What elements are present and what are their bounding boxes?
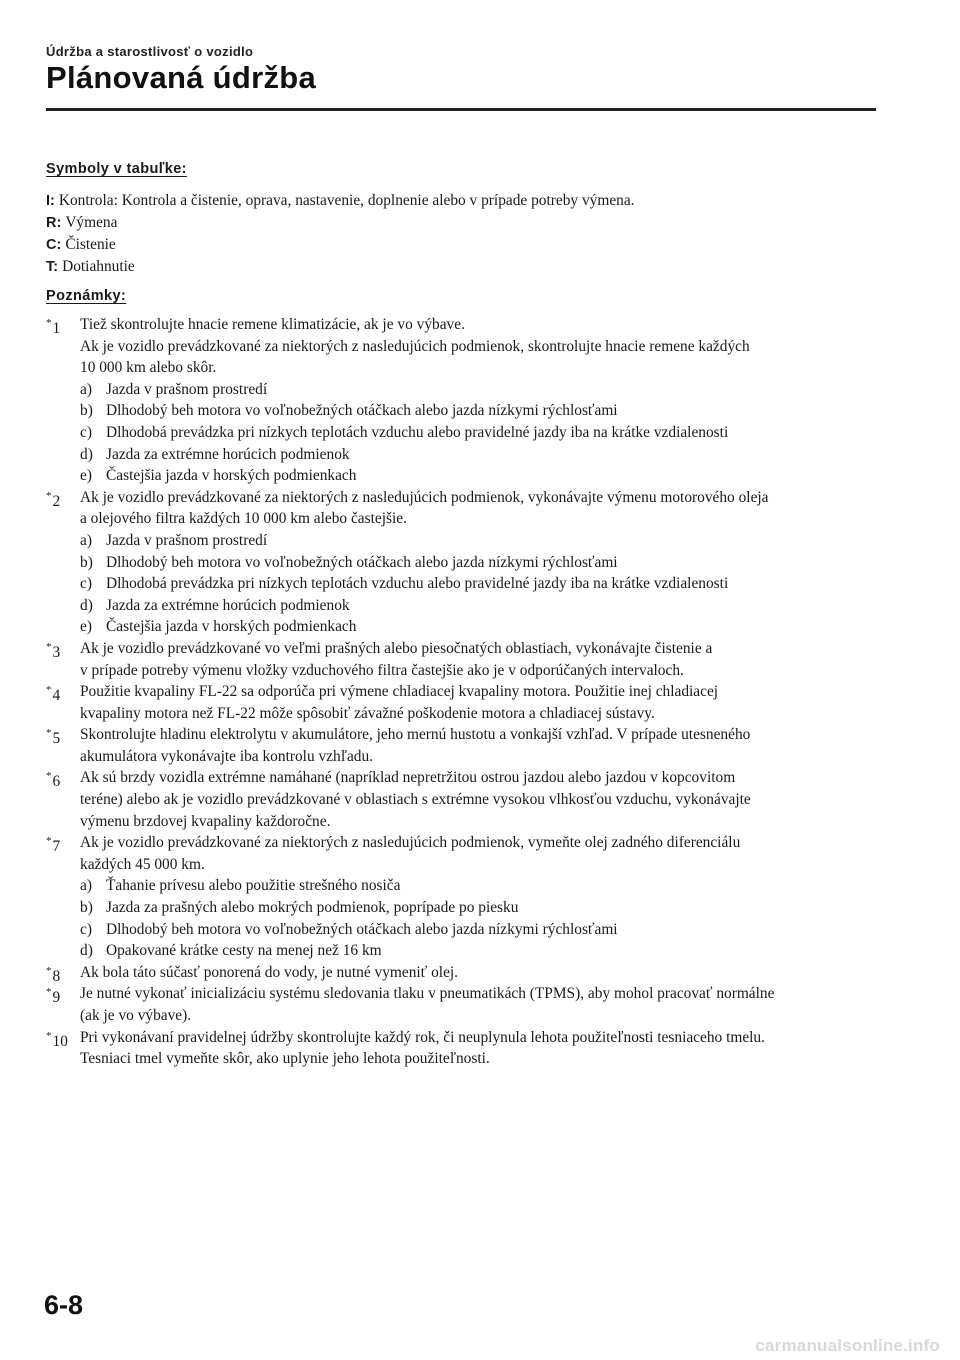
subitem-text: Dlhodobý beh motora vo voľnobežných otáčkach alebo jazda nízkymi rýchlosťami [106, 402, 618, 420]
symbol-key: R: [46, 215, 62, 231]
page-title: Plánovaná údržba [46, 60, 317, 95]
symbol-row [46, 190, 896, 212]
subitem-text: Jazda v prašnom prostredí [106, 531, 268, 549]
subitem-marker: a) [80, 877, 92, 895]
note-item [46, 638, 896, 681]
subitem-text: Dlhodobá prevádzka pri nízkych teplotách vzduchu alebo pravidelné jazdy iba na krátke vzdialenosti [106, 423, 729, 441]
subitem-marker: b) [80, 402, 93, 420]
note-number [46, 767, 60, 793]
note-text-line: Pri vykonávaní pravidelnej údržby skontrolujte každý rok, či neuplynula lehota použiteľnosti tesniaceho tmelu. [80, 1028, 765, 1046]
symbol-key: C: [46, 237, 62, 253]
note-asterisk: * [46, 727, 52, 740]
note-number [46, 832, 60, 858]
subitem-marker: d) [80, 445, 93, 463]
note-subitem [80, 552, 896, 574]
symbol-row [46, 212, 896, 234]
subitem-marker: a) [80, 380, 92, 398]
notes-heading: Poznámky: [46, 288, 127, 304]
symbol-key: T: [46, 259, 59, 275]
note-text-line: akumulátora vykonávajte iba kontrolu vzhľadu. [80, 747, 374, 765]
notes-list [46, 314, 896, 1070]
page-number: 6-8 [44, 1290, 84, 1320]
note-subitem [80, 875, 896, 897]
subitem-marker: d) [80, 942, 93, 960]
subitem-text: Dlhodobý beh motora vo voľnobežných otáčkach alebo jazda nízkymi rýchlosťami [106, 553, 618, 571]
subitem-text: Častejšia jazda v horských podmienkach [106, 618, 357, 636]
subitem-marker: a) [80, 531, 92, 549]
note-asterisk: * [46, 835, 52, 848]
symbols-list [46, 190, 896, 278]
note-text-line: Ak sú brzdy vozidla extrémne namáhané (napríklad nepretržitou ostrou jazdou alebo jazdou v kopcovitom [80, 769, 736, 787]
subitem-text: Jazda za prašných alebo mokrých podmienok, poprípade po piesku [106, 899, 519, 917]
note-number-value: 9 [52, 989, 61, 1007]
subitem-marker: b) [80, 899, 93, 917]
symbol-row [46, 234, 896, 256]
note-text-line: Použitie kvapaliny FL-22 sa odporúča pri výmene chladiacej kvapaliny motora. Použitie inej chladiacej [80, 683, 719, 701]
note-subitem [80, 616, 896, 638]
note-subitem [80, 400, 896, 422]
note-number-value: 5 [52, 730, 61, 748]
note-subitem [80, 573, 896, 595]
note-text-line: Ak je vozidlo prevádzkované za niektorých z nasledujúcich podmienok, skontrolujte hnacie remene každých [80, 337, 750, 355]
note-subitem [80, 379, 896, 401]
note-subitem [80, 465, 896, 487]
note-asterisk: * [46, 1029, 52, 1042]
note-text-line: Ak je vozidlo prevádzkované vo veľmi prašných alebo piesočnatých oblastiach, vykonávajte čistenie a [80, 639, 713, 657]
page-header [46, 44, 876, 96]
subitem-text: Jazda za extrémne horúcich podmienok [106, 445, 350, 463]
content [46, 160, 896, 1070]
note-subitem [80, 530, 896, 552]
note-item [46, 832, 896, 962]
note-asterisk: * [46, 770, 52, 783]
note-text-line: 10 000 km alebo skôr. [80, 359, 217, 377]
note-text-line: výmenu brzdovej kvapaliny každoročne. [80, 812, 331, 830]
note-item [46, 1027, 896, 1070]
note-text-line: Ak je vozidlo prevádzkované za niektorých z nasledujúcich podmienok, vykonávajte výmenu motorového oleja [80, 488, 769, 506]
note-number [46, 724, 60, 750]
note-text-line: Ak bola táto súčasť ponorená do vody, je nutné vymeniť olej. [80, 963, 459, 981]
note-number-value: 7 [52, 838, 61, 856]
subitem-marker: c) [80, 920, 92, 938]
note-subitem [80, 919, 896, 941]
note-text-line: Tiež skontrolujte hnacie remene klimatizácie, ak je vo výbave. [80, 316, 465, 333]
note-text-line: Je nutné vykonať inicializáciu systému sledovania tlaku v pneumatikách (TPMS), aby mohol pracovať normálne [80, 985, 775, 1003]
note-text-line: a olejového filtra každých 10 000 km alebo častejšie. [80, 510, 407, 528]
subitem-marker: b) [80, 553, 93, 571]
note-subitem [80, 422, 896, 444]
note-number [46, 487, 60, 513]
note-item [46, 314, 896, 487]
section-title: Údržba a starostlivosť o vozidlo [46, 44, 254, 59]
subitem-text: Opakované krátke cesty na menej než 16 km [106, 942, 382, 960]
note-asterisk: * [46, 964, 52, 977]
note-number-value: 10 [52, 1032, 68, 1050]
note-number-value: 4 [52, 687, 61, 705]
note-number-value: 6 [52, 773, 61, 791]
watermark: carmanualsonline.info [755, 1336, 940, 1355]
note-item [46, 767, 896, 832]
note-subitem [80, 444, 896, 466]
note-asterisk: * [46, 489, 52, 502]
note-text-line: Ak je vozidlo prevádzkované za niektorých z nasledujúcich podmienok, vymeňte olej zadného diferenciálu [80, 834, 741, 852]
note-item [46, 681, 896, 724]
subitem-text: Dlhodobý beh motora vo voľnobežných otáčkach alebo jazda nízkymi rýchlosťami [106, 920, 618, 938]
note-subitem [80, 897, 896, 919]
note-text-line: (ak je vo výbave). [80, 1007, 192, 1024]
note-item [46, 487, 896, 638]
symbol-key: I: [46, 193, 55, 209]
subitem-text: Častejšia jazda v horských podmienkach [106, 467, 357, 485]
symbols-heading: Symboly v tabuľke: [46, 161, 187, 177]
note-asterisk: * [46, 684, 52, 697]
note-subitem [80, 940, 896, 962]
note-number [46, 681, 60, 707]
note-text-line: každých 45 000 km. [80, 855, 205, 873]
symbol-row [46, 256, 896, 278]
note-number-value: 1 [52, 320, 61, 338]
subitem-marker: d) [80, 596, 93, 614]
symbol-text: Čistenie [65, 236, 116, 253]
subitem-text: Jazda za extrémne horúcich podmienok [106, 596, 350, 614]
note-number-value: 8 [52, 967, 61, 985]
note-text-line: Skontrolujte hladinu elektrolytu v akumulátore, jeho mernú hustotu a vonkajší vzhľad. V prípade utesneného [80, 726, 751, 744]
note-text-line: v prípade potreby výmenu vložky vzduchového filtra častejšie ako je v odporúčaných intervaloch. [80, 661, 684, 679]
subitem-marker: c) [80, 575, 92, 593]
note-item [46, 983, 896, 1026]
note-number [46, 638, 60, 664]
note-subitem [80, 595, 896, 617]
note-number [46, 314, 60, 340]
note-number [46, 1027, 68, 1053]
note-text-line: Tesniaci tmel vymeňte skôr, ako uplynie jeho lehota použiteľnosti. [80, 1050, 490, 1068]
note-text-line: teréne) alebo ak je vozidlo prevádzkované v oblastiach s extrémne vysokou vlhkosťou vzduchu, vykonávajte [80, 791, 751, 809]
subitem-text: Dlhodobá prevádzka pri nízkych teplotách vzduchu alebo pravidelné jazdy iba na krátke vzdialenosti [106, 575, 729, 593]
note-asterisk: * [46, 317, 52, 329]
title-rule [46, 108, 876, 111]
symbol-text: Výmena [65, 214, 118, 231]
subitem-marker: c) [80, 423, 92, 441]
subitem-text: Ťahanie prívesu alebo použitie strešného nosiča [106, 877, 401, 895]
note-number-value: 3 [52, 644, 61, 662]
note-asterisk: * [46, 986, 52, 999]
note-number [46, 983, 60, 1009]
note-item [46, 962, 896, 984]
note-item [46, 724, 896, 767]
note-number-value: 2 [52, 492, 61, 510]
note-text-line: kvapaliny motora než FL-22 môže spôsobiť závažné poškodenie motora a chladiacej sústavy. [80, 704, 655, 722]
subitem-marker: e) [80, 467, 92, 485]
subitem-marker: e) [80, 618, 92, 636]
symbol-text: Kontrola: Kontrola a čistenie, oprava, nastavenie, doplnenie alebo v prípade potreby výmena. [58, 192, 635, 209]
note-asterisk: * [46, 640, 52, 653]
symbol-text: Dotiahnutie [62, 258, 135, 275]
subitem-text: Jazda v prašnom prostredí [106, 380, 268, 398]
